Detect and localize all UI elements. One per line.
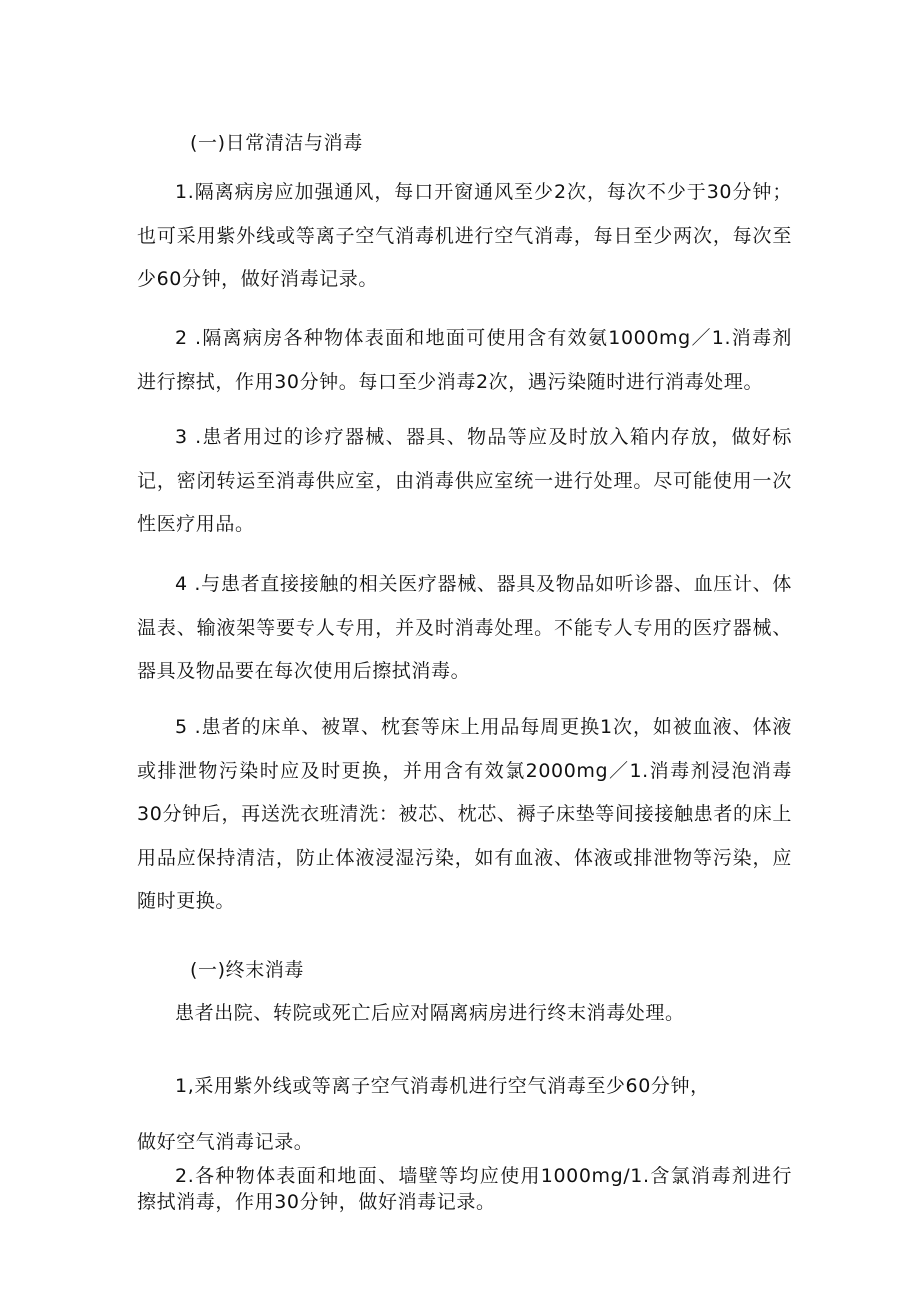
section-heading-daily-cleaning: (一)日常清洁与消毒	[190, 132, 363, 154]
paragraph-terminal-item-2: 2.各种物体表面和地面、墙壁等均应使用1000mg/1.含氯消毒剂进行擦拭消毒，作用30分钟，做好消毒记录。	[137, 1165, 792, 1213]
paragraph-item-1: 1.隔离病房应加强通风，每口开窗通风至少2次，每次不少于30分钟；也可采用紫外线或等离子空气消毒机进行空气消毒，每日至少两次，每次至少60分钟，做好消毒记录。	[137, 181, 792, 290]
section-heading-terminal-disinfection: (一)终末消毒	[190, 959, 305, 981]
paragraph-terminal-intro: 患者出院、转院或死亡后应对隔离病房进行终末消毒处理。	[175, 1002, 685, 1024]
paragraph-item-2: 2 .隔离病房各种物体表面和地面可使用含有效氨1000mg／1.消毒剂进行擦拭，作用30分钟。每口至少消毒2次，遇污染随时进行消毒处理。	[137, 327, 792, 393]
paragraph-terminal-item-1-line-2: 做好空气消毒记录。	[137, 1131, 314, 1153]
paragraph-item-4: 4 .与患者直接接触的相关医疗器械、器具及物品如听诊器、血压计、体温表、输液架等要专人专用，并及时消毒处理。不能专人专用的医疗器械、器具及物品要在每次使用后擦拭消毒。	[137, 573, 792, 682]
paragraph-item-5: 5 .患者的床单、被罩、枕套等床上用品每周更换1次，如被血液、体液或排泄物污染时应及时更换，并用含有效氯2000mg／1.消毒剂浸泡消毒30分钟后，再送洗衣班清洗：被芯、枕芯、褥子床垫等间接接触患者的床上用品应保持清洁，防止体液浸湿污染，如有血液、体液或排泄物等污染，应随时更换。	[137, 716, 792, 912]
paragraph-terminal-item-1-line-1: 1,采用紫外线或等离子空气消毒机进行空气消毒至少60分钟，	[175, 1075, 710, 1097]
paragraph-item-3: 3 .患者用过的诊疗器械、器具、物品等应及时放入箱内存放，做好标记，密闭转运至消毒供应室，由消毒供应室统一进行处理。尽可能使用一次性医疗用品。	[137, 426, 792, 535]
